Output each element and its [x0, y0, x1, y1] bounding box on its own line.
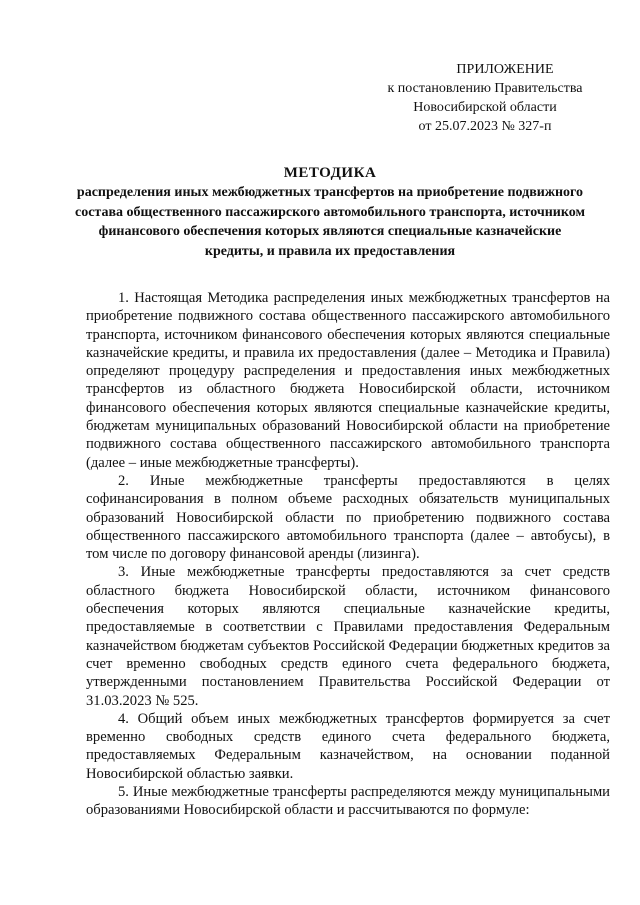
paragraph-3: 3. Иные межбюджетные трансферты предоставляются за счет средств областного бюджета Новосибирской области, источником финансового обеспечения которых являются специальные казначейские кредиты, предоставляемые в соответствии с Правилами предоставления Федеральным казначейством бюджетам субъектов Российской Федерации бюджетных кредитов за счет временно свободных средств единого счета федерального бюджета, утвержденными постановлением Правительства Российской Федерации от 31.03.2023 № 525.	[86, 564, 610, 709]
paragraph-2: 2. Иные межбюджетные трансферты предоставляются в целях софинансирования в полном объеме расходных обязательств муниципальных образований Новосибирской области по приобретению подвижного состава общественного пассажирского автомобильного транспорта (далее – автобусы), в том числе по договору финансовой аренды (лизинга).	[86, 472, 610, 563]
paragraph-5: 5. Иные межбюджетные трансферты распределяются между муниципальными образованиями Новосибирской области и рассчитываются по формуле:	[86, 784, 610, 819]
paragraph-4: 4. Общий объем иных межбюджетных трансфертов формируется за счет временно свободных средств единого счета федерального бюджета, предоставляемых Федеральным казначейством, на основании поданной Новосибирской областью заявки.	[86, 710, 610, 782]
document-body	[86, 289, 610, 820]
appendix-header	[360, 60, 610, 136]
document-heading	[70, 163, 590, 261]
appendix-resolution-ref: к постановлению Правительства	[387, 81, 583, 96]
appendix-region: Новосибирской области	[413, 100, 557, 115]
paragraph-1: 1. Настоящая Методика распределения иных межбюджетных трансфертов на приобретение подвижного состава общественного пассажирского автомобильного транспорта, источником финансового обеспечения которых являются специальные казначейские кредиты, и правила их предоставления (далее – Методика и Правила) определяют процедуру распределения и предоставления иных межбюджетных трансфертов из областного бюджета Новосибирской области, источником финансового обеспечения которых являются специальные казначейские кредиты, бюджетам муниципальных образований Новосибирской области на приобретение подвижного состава общественного пассажирского автомобильного транспорта (далее – иные межбюджетные трансферты).	[86, 290, 610, 471]
appendix-label: ПРИЛОЖЕНИЕ	[456, 62, 554, 77]
document-title: МЕТОДИКА	[283, 165, 377, 181]
document-subtitle: распределения иных межбюджетных трансфертов на приобретение подвижного состава общественного пассажирского автомобильного транспорта, источником финансового обеспечения которых являются специальные казначейские кредиты, и правила их предоставления	[74, 185, 586, 259]
appendix-date-number: от 25.07.2023 № 327-п	[418, 119, 552, 134]
